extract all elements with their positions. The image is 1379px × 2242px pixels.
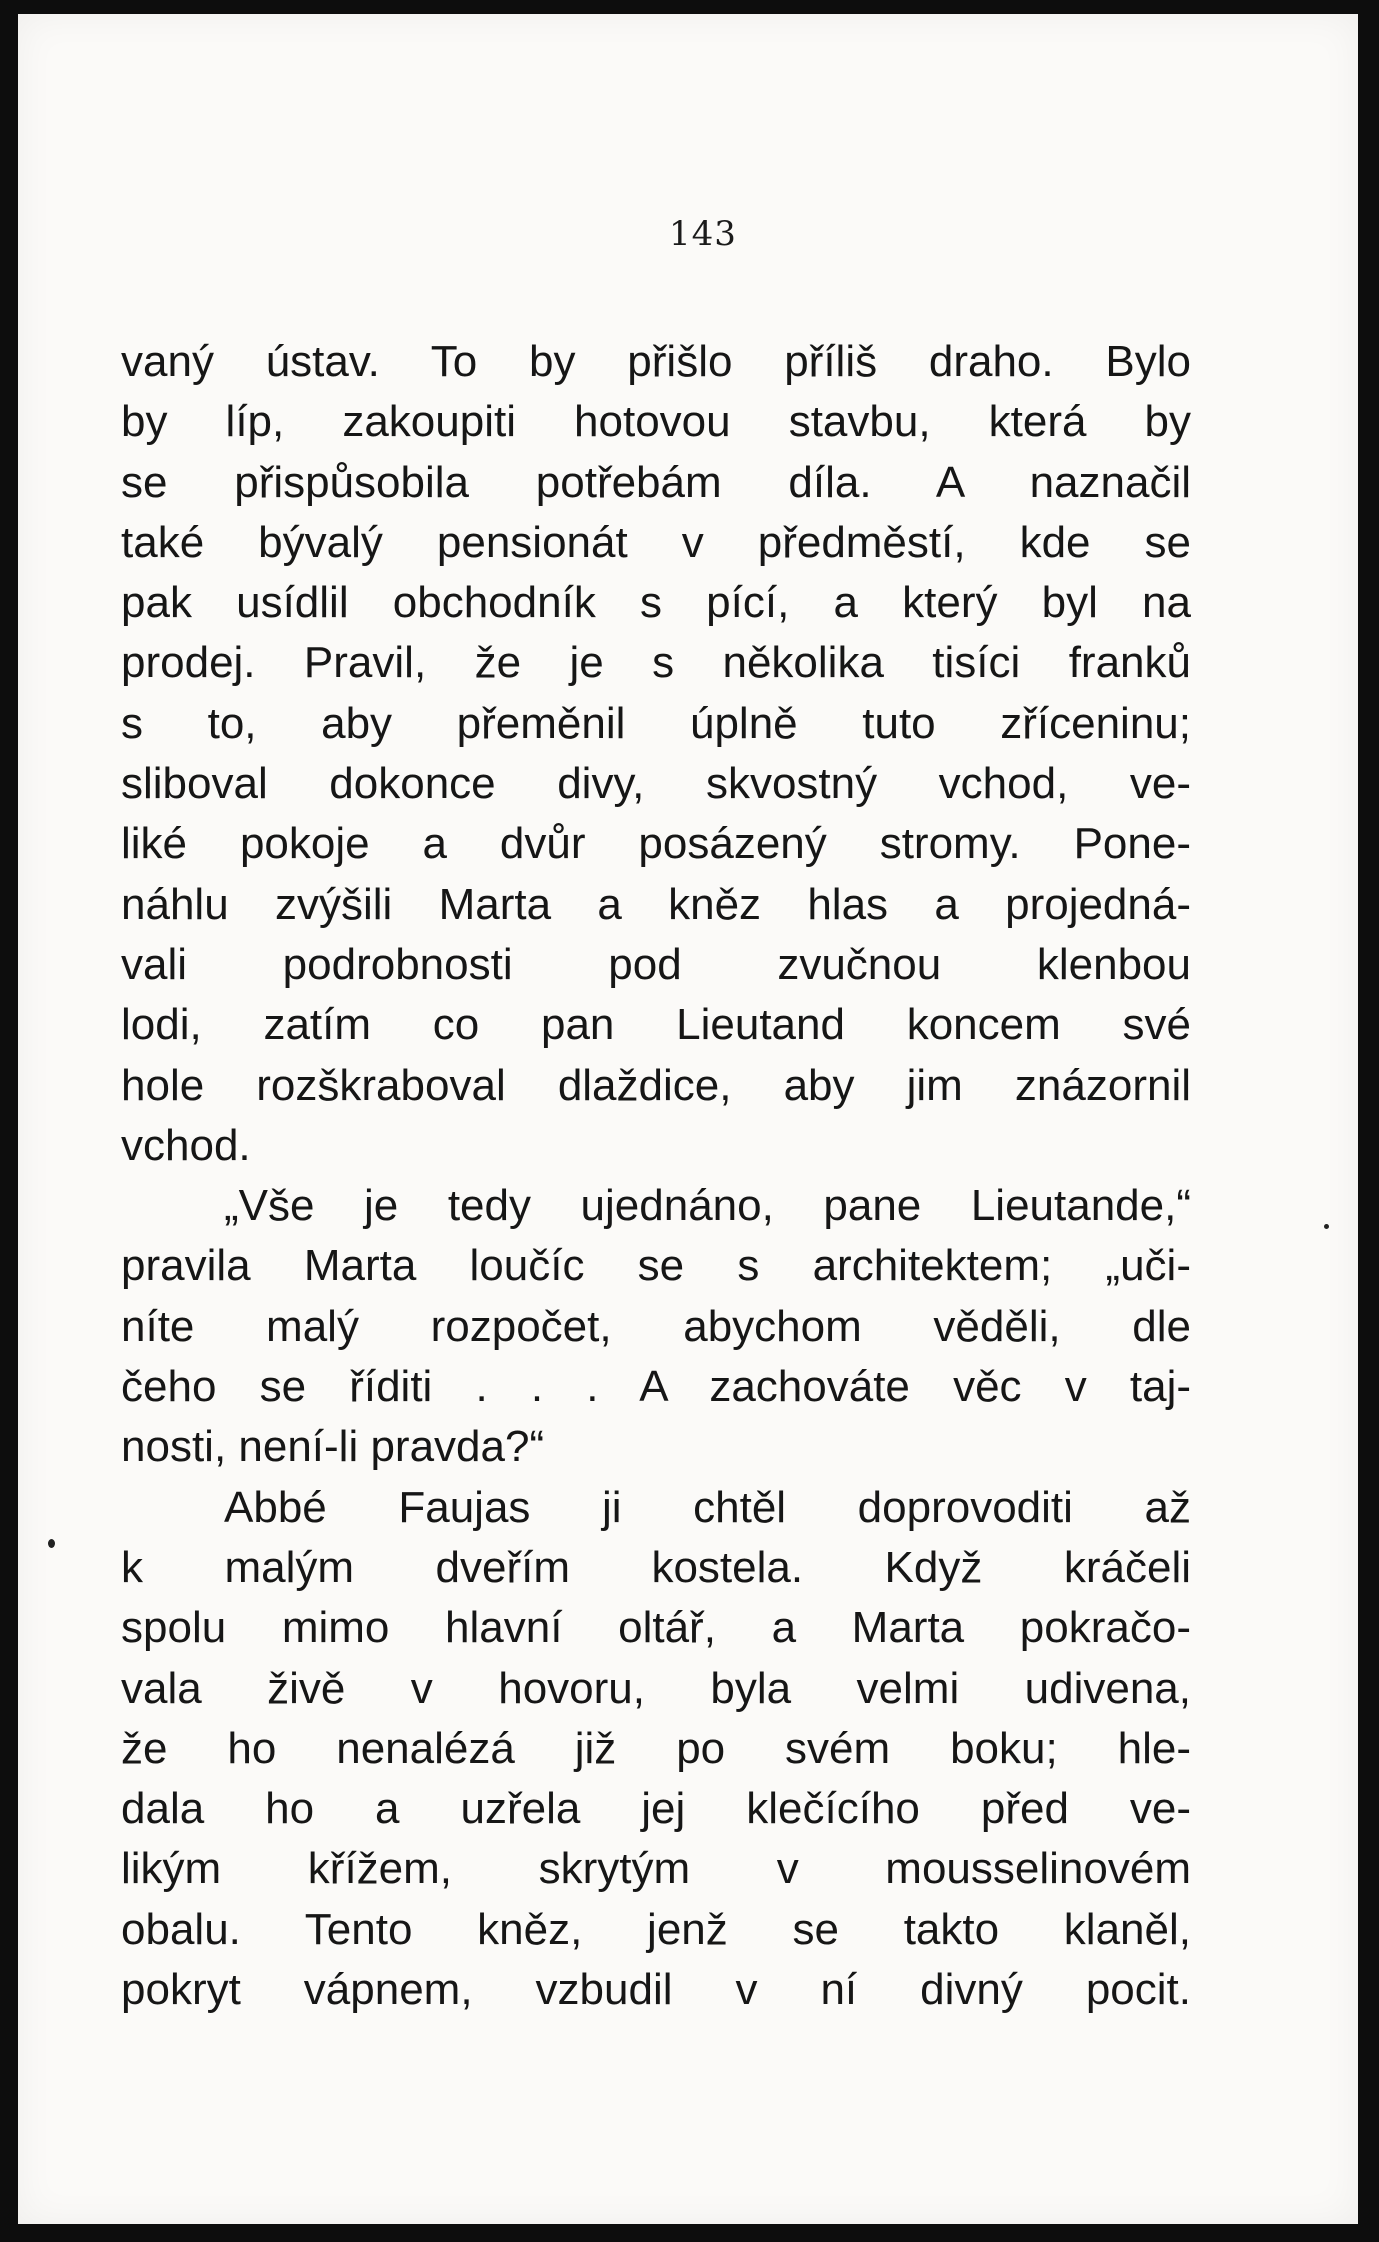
margin-speck xyxy=(48,1539,55,1548)
text-line: náhlu zvýšili Marta a kněz hlas a projedná- xyxy=(121,879,1191,929)
text-line: vaný ústav. To by přišlo příliš draho. Bylo xyxy=(121,337,1191,386)
text-line: vala živě v hovoru, byla velmi udivena, xyxy=(121,1663,1191,1713)
text-line: se přispůsobila potřebám díla. A naznačil xyxy=(121,457,1191,507)
text-line: pravila Marta loučíc se s architektem; „uči- xyxy=(121,1241,1191,1291)
text-line: spolu mimo hlavní oltář, a Marta pokračo- xyxy=(121,1603,1191,1653)
text-line: hole rozškraboval dlaždice, aby jim znázornil xyxy=(121,1060,1191,1110)
text-line: níte malý rozpočet, abychom věděli, dle xyxy=(121,1301,1191,1351)
text-line: by líp, zakoupiti hotovou stavbu, která by xyxy=(121,397,1191,447)
body-text xyxy=(121,332,1191,2020)
text-line: „Vše je tedy ujednáno, pane Lieutande,“ xyxy=(224,1181,1191,1231)
text-line: že ho nenalézá již po svém boku; hle- xyxy=(121,1723,1191,1773)
text-line: pak usídlil obchodník s pící, a který byl na xyxy=(121,578,1191,628)
text-line: vchod. xyxy=(121,1120,251,1170)
text-line: čeho se říditi . . . A zachováte věc v taj- xyxy=(121,1362,1191,1412)
text-line: nosti, není-li pravda?“ xyxy=(121,1422,545,1472)
text-line: sliboval dokonce divy, skvostný vchod, ve- xyxy=(121,759,1191,809)
text-line: pokryt vápnem, vzbudil v ní divný pocit. xyxy=(121,1965,1191,2015)
text-line: likým křížem, skrytým v mousselinovém xyxy=(121,1844,1191,1894)
text-line: obalu. Tento kněz, jenž se takto klaněl, xyxy=(121,1904,1191,1954)
text-line: také bývalý pensionát v předměstí, kde se xyxy=(121,517,1191,567)
text-line: lodi, zatím co pan Lieutand koncem své xyxy=(121,1000,1191,1050)
book-page xyxy=(18,14,1358,2224)
text-line: k malým dveřím kostela. Když kráčeli xyxy=(121,1542,1191,1592)
text-line: s to, aby přeměnil úplně tuto zříceninu; xyxy=(121,698,1191,748)
text-line: liké pokoje a dvůr posázený stromy. Pone- xyxy=(121,819,1191,869)
text-line: prodej. Pravil, že je s několika tisíci franků xyxy=(121,638,1191,688)
page-number: 143 xyxy=(669,214,737,254)
text-line: dala ho a uzřela jej klečícího před ve- xyxy=(121,1784,1191,1834)
text-line: Abbé Faujas ji chtěl doprovoditi až xyxy=(224,1482,1191,1532)
text-line: vali podrobnosti pod zvučnou klenbou xyxy=(121,939,1191,989)
margin-speck xyxy=(1324,1224,1329,1229)
